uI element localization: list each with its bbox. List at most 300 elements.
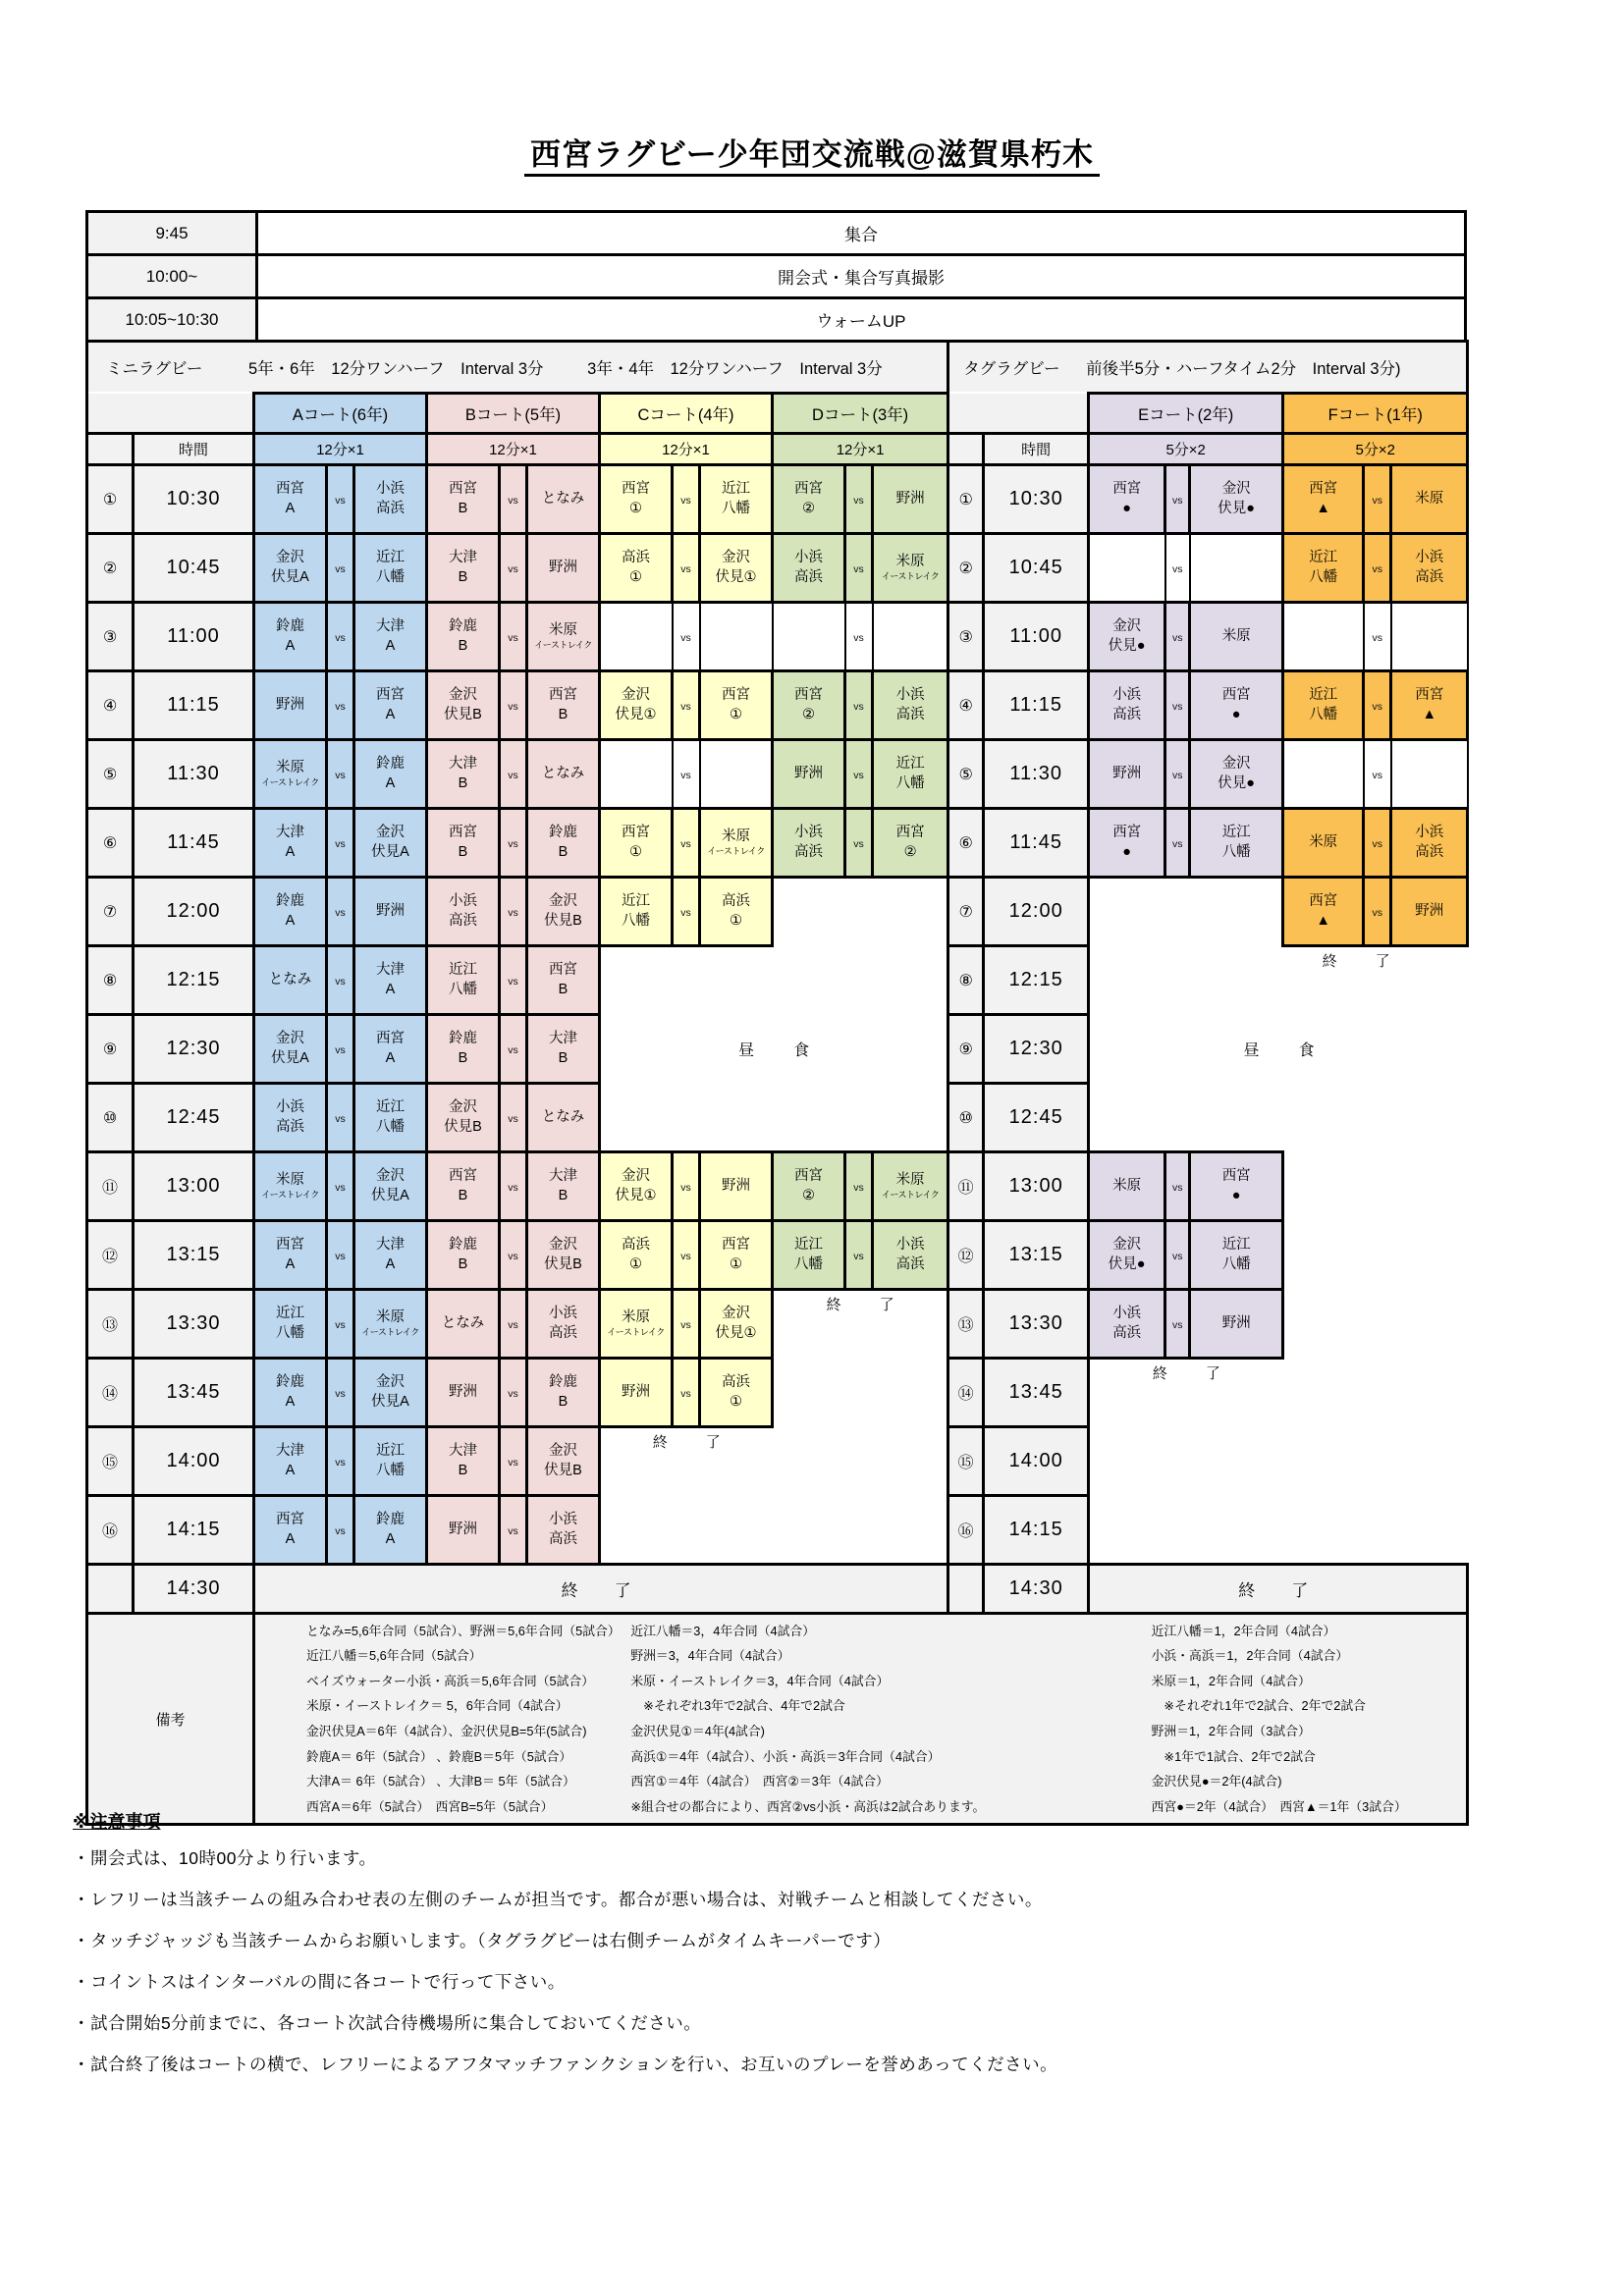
home-team-cell: [1089, 465, 1165, 534]
vs-cell: [1165, 740, 1190, 809]
home-team-cell: [427, 946, 500, 1015]
home-team-cell: [1283, 534, 1364, 603]
vs-cell: [845, 534, 873, 603]
team-name: 高浜 ①: [622, 550, 650, 585]
team-name: 西宮 B: [449, 1168, 477, 1203]
team-name: 米原 イーストレイク: [881, 554, 940, 582]
vs-label: vs: [335, 1524, 346, 1537]
home-team-cell: [254, 1496, 327, 1565]
note-item: ・タッチジャッジも当該チームからお願いします。（タグラグビーは右側チームがタイムキーパーです）: [73, 1931, 892, 1950]
court-f-header: Fコート(1年): [1283, 394, 1468, 434]
round-number: ③: [948, 603, 984, 671]
round-number: ⑦: [948, 878, 984, 946]
team-name: 高浜 ①: [622, 1237, 650, 1272]
home-team-cell: [600, 809, 673, 878]
round-number: ⑨: [948, 1015, 984, 1084]
vs-label: vs: [335, 700, 346, 713]
schedule-row: [87, 740, 1468, 809]
home-team-cell: [600, 671, 673, 740]
time-cell: 13:45: [984, 1359, 1089, 1427]
team-name: 鈴鹿 A: [376, 1512, 405, 1547]
vs-label: vs: [1171, 562, 1183, 575]
court-finished-cell: [600, 1427, 773, 1496]
blank-area: [1089, 1427, 1283, 1496]
away-team-cell: [527, 671, 600, 740]
remark-line: 米原＝1，2年合同（4試合）: [1151, 1673, 1311, 1688]
team-name: 近江 八幡: [1221, 1237, 1251, 1272]
schedule-row: [87, 1290, 1468, 1359]
vs-label: vs: [335, 1181, 346, 1194]
team-name: 西宮 B: [549, 687, 577, 722]
round-number: ⑫: [948, 1221, 984, 1290]
team-name: 近江 八幡: [1309, 687, 1338, 722]
team-name: 金沢 伏見①: [715, 550, 757, 585]
team-name: 近江 八幡: [1309, 550, 1338, 585]
away-team-cell: [1190, 1290, 1283, 1359]
home-team-cell: [1283, 671, 1364, 740]
time-col-header: 時間: [984, 434, 1089, 465]
away-team-cell: [354, 465, 427, 534]
round-number: ⑮: [948, 1427, 984, 1496]
vs-cell: [845, 603, 873, 671]
time-cell: 14:15: [984, 1496, 1089, 1565]
vs-label: vs: [853, 631, 864, 644]
vs-cell: [327, 1015, 354, 1084]
team-name: 近江 八幡: [276, 1306, 304, 1341]
tag-rugby-section-header: [948, 342, 1468, 394]
team-name: 近江 八幡: [376, 1099, 405, 1135]
away-team-cell: [873, 1152, 948, 1221]
round-number: ⑬: [948, 1290, 984, 1359]
home-team-cell: [427, 465, 500, 534]
away-team-cell: [1391, 465, 1468, 534]
round-number: ⑪: [87, 1152, 134, 1221]
team-name: 野洲: [1112, 765, 1142, 781]
team-name: 野洲: [622, 1383, 650, 1400]
team-name: 野洲: [1415, 902, 1444, 919]
team-name: 金沢 伏見B: [444, 1099, 482, 1135]
vs-cell: [500, 534, 527, 603]
round-cell-empty: [948, 1565, 984, 1614]
away-team-cell: [1190, 809, 1283, 878]
home-team-cell: [254, 671, 327, 740]
time-cell: 14:00: [984, 1427, 1089, 1496]
home-team-cell: [254, 1084, 327, 1152]
round-number: ⑭: [87, 1359, 134, 1427]
team-name: 近江 八幡: [1221, 825, 1251, 860]
team-name: 西宮 A: [276, 1237, 304, 1272]
team-name: 鈴鹿 A: [376, 756, 405, 791]
vs-cell: [845, 671, 873, 740]
away-team-cell: [527, 1359, 600, 1427]
schedule-row: [87, 603, 1468, 671]
schedule-row: [87, 1152, 1468, 1221]
court-b-duration: 12分×1: [427, 434, 600, 465]
away-team-cell: [1190, 671, 1283, 740]
time-cell: 10:45: [984, 534, 1089, 603]
home-team-cell: [1283, 465, 1364, 534]
team-name: 金沢 伏見B: [544, 893, 582, 929]
away-team-cell: [527, 946, 600, 1015]
blank-area: [1089, 1496, 1283, 1565]
round-number: ⑯: [948, 1496, 984, 1565]
away-team-cell: [354, 1359, 427, 1427]
vs-cell: [500, 1221, 527, 1290]
vs-label: vs: [508, 1181, 518, 1194]
schedule-row: [87, 1496, 1468, 1565]
away-team-cell: [873, 534, 948, 603]
vs-cell: [673, 740, 700, 809]
vs-label: vs: [1171, 1181, 1183, 1194]
team-name: 金沢 伏見B: [544, 1237, 582, 1272]
vs-cell: [327, 603, 354, 671]
away-team-cell: [527, 534, 600, 603]
away-team-cell: [700, 465, 773, 534]
vs-label: vs: [680, 631, 691, 644]
note-item: ・試合終了後はコートの横で、レフリーによるアフタマッチファンクションを行い、お互いのプレーを誉めあってください。: [73, 2055, 1058, 2074]
vs-cell: [327, 946, 354, 1015]
vs-cell: [327, 1359, 354, 1427]
finished-label: 終 了: [652, 1434, 732, 1451]
time-col-header: 時間: [134, 434, 254, 465]
away-team-cell: [1391, 671, 1468, 740]
vs-label: vs: [680, 906, 691, 919]
home-team-cell: [427, 1152, 500, 1221]
schedule-row: [87, 946, 1468, 1015]
header-pad: [948, 394, 1089, 434]
home-team-cell: [427, 1290, 500, 1359]
away-team-cell: [700, 1359, 773, 1427]
time-cell: 12:00: [134, 878, 254, 946]
home-team-cell: [254, 740, 327, 809]
team-name: 米原: [1112, 1177, 1142, 1194]
team-name: 大津 A: [276, 825, 304, 860]
blank-area: [773, 1359, 948, 1427]
vs-cell: [500, 1496, 527, 1565]
vs-label: vs: [508, 1250, 518, 1262]
home-team-cell: [773, 671, 845, 740]
away-team-cell: [873, 740, 948, 809]
vs-cell: [1165, 1221, 1190, 1290]
away-team-cell: [527, 1427, 600, 1496]
remark-line: ※それぞれ3年で2試合、4年で2試合: [630, 1698, 845, 1714]
vs-cell: [673, 1290, 700, 1359]
home-team-cell: [427, 1221, 500, 1290]
vs-cell: [327, 1496, 354, 1565]
vs-label: vs: [1171, 700, 1183, 713]
schedule-row: [87, 878, 1468, 946]
team-name: 大津 B: [449, 756, 477, 791]
mini-rugby-label: ミニラグビー: [106, 360, 203, 378]
remarks-row: [87, 1614, 1468, 1825]
away-team-cell: [354, 671, 427, 740]
team-name: 米原 イーストレイク: [361, 1309, 419, 1338]
blank-area: [773, 878, 948, 946]
court-e-duration: 5分×2: [1089, 434, 1283, 465]
team-name: 小浜 高浜: [794, 825, 823, 860]
round-number: ⑦: [87, 878, 134, 946]
time-cell: 11:15: [134, 671, 254, 740]
away-team-cell: [1391, 534, 1468, 603]
vs-cell: [327, 671, 354, 740]
court-e-header: Eコート(2年): [1089, 394, 1283, 434]
home-team-cell: [1089, 809, 1165, 878]
vs-label: vs: [508, 975, 518, 988]
team-name: 西宮 ①: [722, 687, 750, 722]
round-number: ⑩: [948, 1084, 984, 1152]
blank-area: [1283, 1152, 1468, 1221]
away-team-cell: [354, 1084, 427, 1152]
away-team-cell: [1190, 465, 1283, 534]
away-team-cell: [527, 1290, 600, 1359]
time-cell: 11:45: [134, 809, 254, 878]
remark-line: 西宮A＝6年（5試合） 西宮B=5年（5試合）: [306, 1798, 554, 1814]
team-name: 西宮 ●: [1112, 825, 1142, 860]
final-time: 14:30: [984, 1565, 1089, 1614]
time-cell: 10:30: [134, 465, 254, 534]
vs-cell: [327, 465, 354, 534]
schedule-row: [87, 534, 1468, 603]
team-name: 米原: [1309, 833, 1338, 850]
round-number: ⑪: [948, 1152, 984, 1221]
team-name: 小浜 高浜: [1112, 687, 1142, 722]
vs-label: vs: [335, 837, 346, 850]
remark-line: 高浜①＝4年（4試合）、小浜・高浜＝3年合同（4試合）: [630, 1748, 941, 1764]
round-number: ⑯: [87, 1496, 134, 1565]
vs-cell: [500, 603, 527, 671]
home-team-cell: [254, 1290, 327, 1359]
mini-rugby-spec-34: 3年・4年 12分ワンハーフ Interval 3分: [587, 360, 883, 378]
vs-label: vs: [1171, 494, 1183, 507]
home-team-cell: [1089, 1290, 1165, 1359]
vs-label: vs: [680, 700, 691, 713]
blank-area: [1089, 878, 1283, 946]
vs-label: vs: [335, 906, 346, 919]
page-title: 西宮ラグビー少年団交流戦@滋賀県朽木: [0, 130, 1624, 174]
away-team-cell: [354, 809, 427, 878]
final-label-mini: 終 了: [254, 1565, 948, 1614]
team-name: 鈴鹿 B: [449, 618, 477, 654]
remark-line: 野洲＝1，2年合同（3試合）: [1151, 1724, 1311, 1738]
remarks-tag: [1152, 1619, 1467, 1820]
remark-line: 小浜・高浜＝1，2年合同（4試合）: [1151, 1648, 1349, 1664]
away-team-cell: [527, 603, 600, 671]
away-team-cell: [700, 809, 773, 878]
vs-label: vs: [508, 837, 518, 850]
home-team-cell: [600, 1290, 673, 1359]
lunch-area: [1089, 946, 1468, 1152]
pre-time: 10:05~10:30: [87, 298, 257, 342]
vs-cell: [327, 1152, 354, 1221]
team-name: となみ: [541, 765, 585, 781]
team-name: 西宮 B: [549, 962, 577, 997]
vs-label: vs: [335, 975, 346, 988]
blank-area: [773, 1496, 948, 1565]
away-team-cell: [527, 1084, 600, 1152]
team-name: 西宮 ②: [794, 1168, 823, 1203]
blank-area: [773, 1427, 948, 1496]
lunch-label: 昼 食: [738, 1042, 822, 1059]
duration-header-row: [87, 434, 1468, 465]
team-name: 西宮 B: [449, 825, 477, 860]
vs-label: vs: [1171, 769, 1183, 781]
vs-cell: [1165, 809, 1190, 878]
team-name: 野洲: [722, 1177, 750, 1194]
vs-label: vs: [1372, 494, 1382, 507]
team-name: 鈴鹿 B: [549, 1374, 577, 1410]
team-name: 金沢 伏見●: [1108, 618, 1146, 654]
remark-line: ※1年で1試合、2年で2試合: [1151, 1748, 1316, 1764]
away-team-cell: [354, 603, 427, 671]
away-team-cell: [354, 1496, 427, 1565]
remark-line: 米原・イーストレイク＝ 5，6年合同（4試合）: [306, 1698, 568, 1714]
vs-cell: [327, 1221, 354, 1290]
away-team-cell: [354, 946, 427, 1015]
remark-line: 近江八幡＝1，2年合同（4試合）: [1151, 1623, 1336, 1638]
away-team-cell: [700, 1290, 773, 1359]
team-name: 西宮 A: [376, 1031, 405, 1066]
vs-label: vs: [335, 769, 346, 781]
home-team-cell: [773, 1152, 845, 1221]
team-name: となみ: [541, 1108, 585, 1125]
away-team-cell: [354, 1152, 427, 1221]
remarks-content: [254, 1614, 1468, 1825]
court-d-duration: 12分×1: [773, 434, 948, 465]
time-cell: 13:00: [134, 1152, 254, 1221]
vs-cell: [1165, 1290, 1190, 1359]
mini-rugby-spec-56: 5年・6年 12分ワンハーフ Interval 3分: [247, 360, 544, 378]
time-cell: 13:00: [984, 1152, 1089, 1221]
final-row: [87, 1565, 1468, 1614]
away-team-cell: [527, 740, 600, 809]
note-item: ・コイントスはインターバルの間に各コートで行って下さい。: [73, 1972, 566, 1992]
vs-cell: [500, 1290, 527, 1359]
vs-cell: [1364, 465, 1391, 534]
home-team-cell: [254, 1152, 327, 1221]
team-name: 米原 イーストレイク: [261, 760, 319, 788]
time-cell: 12:00: [984, 878, 1089, 946]
vs-cell: [500, 1427, 527, 1496]
vs-cell: [673, 534, 700, 603]
vs-label: vs: [335, 494, 346, 507]
vs-label: vs: [508, 1456, 518, 1468]
vs-label: vs: [680, 1318, 691, 1331]
team-name: 西宮 ①: [622, 481, 650, 516]
finished-label: 終 了: [1152, 1365, 1232, 1382]
away-team-cell: [354, 878, 427, 946]
round-number: ⑧: [87, 946, 134, 1015]
finished-label: 終 了: [826, 1297, 906, 1313]
vs-cell: [500, 1359, 527, 1427]
empty-slot-cell: [1391, 740, 1468, 809]
remark-line: ベイズウォーター小浜・高浜＝5,6年合同（5試合）: [306, 1673, 595, 1688]
home-team-cell: [1089, 671, 1165, 740]
vs-label: vs: [1372, 631, 1382, 644]
team-name: となみ: [268, 971, 312, 988]
vs-cell: [500, 1015, 527, 1084]
round-number: ①: [948, 465, 984, 534]
team-name: 西宮 B: [449, 481, 477, 516]
vs-label: vs: [853, 700, 864, 713]
team-name: 米原 イーストレイク: [607, 1309, 665, 1338]
section-header-row: [87, 342, 1468, 394]
remark-line: ※組合せの都合により、西宮②vs小浜・高浜は2試合あります。: [630, 1798, 986, 1814]
vs-label: vs: [853, 1181, 864, 1194]
away-team-cell: [1391, 809, 1468, 878]
home-team-cell: [254, 1427, 327, 1496]
empty-slot-cell: [873, 603, 948, 671]
away-team-cell: [1391, 878, 1468, 946]
team-name: 大津 A: [276, 1443, 304, 1478]
team-name: 西宮 ②: [794, 687, 823, 722]
empty-slot-cell: [1190, 534, 1283, 603]
remark-line: 近江八幡＝5,6年合同（5試合）: [306, 1648, 482, 1664]
time-cell: 12:45: [134, 1084, 254, 1152]
away-team-cell: [1190, 603, 1283, 671]
away-team-cell: [527, 465, 600, 534]
vs-label: vs: [508, 1043, 518, 1056]
time-cell: 11:00: [984, 603, 1089, 671]
vs-cell: [327, 878, 354, 946]
team-name: 米原 イーストレイク: [261, 1172, 319, 1201]
remark-line: 金沢伏見●＝2年(4試合): [1151, 1774, 1282, 1789]
time-cell: 13:15: [134, 1221, 254, 1290]
round-number: ⑤: [948, 740, 984, 809]
team-name: 高浜 ①: [722, 1374, 750, 1410]
vs-label: vs: [1171, 837, 1183, 850]
vs-label: vs: [508, 631, 518, 644]
team-name: 金沢 伏見●: [1108, 1237, 1146, 1272]
home-team-cell: [773, 740, 845, 809]
away-team-cell: [527, 1152, 600, 1221]
team-name: 金沢 伏見●: [1218, 756, 1256, 791]
home-team-cell: [773, 809, 845, 878]
home-team-cell: [1089, 1152, 1165, 1221]
team-name: 大津 B: [549, 1031, 577, 1066]
away-team-cell: [527, 1221, 600, 1290]
vs-cell: [845, 809, 873, 878]
team-name: 小浜 高浜: [1415, 825, 1444, 860]
team-name: 野洲: [1221, 1314, 1251, 1331]
vs-cell: [673, 603, 700, 671]
schedule-row: [87, 1427, 1468, 1496]
round-cell-empty: [87, 1565, 134, 1614]
away-team-cell: [527, 809, 600, 878]
vs-label: vs: [1372, 769, 1382, 781]
team-name: 近江 八幡: [722, 481, 750, 516]
pre-schedule-table: [85, 210, 1467, 343]
time-cell: 11:15: [984, 671, 1089, 740]
court-a-header: Aコート(6年): [254, 394, 427, 434]
home-team-cell: [773, 534, 845, 603]
home-team-cell: [427, 1496, 500, 1565]
vs-label: vs: [508, 494, 518, 507]
empty-slot-cell: [773, 603, 845, 671]
lunch-area: [600, 946, 948, 1152]
vs-label: vs: [335, 1318, 346, 1331]
time-cell: 13:15: [984, 1221, 1089, 1290]
team-name: 米原: [1415, 490, 1444, 507]
vs-cell: [673, 1221, 700, 1290]
team-name: 小浜 高浜: [549, 1512, 577, 1547]
finished-label: 終 了: [1322, 953, 1402, 970]
court-finished-cell: [773, 1290, 948, 1359]
home-team-cell: [254, 465, 327, 534]
vs-cell: [1165, 534, 1190, 603]
round-number: ⑮: [87, 1427, 134, 1496]
team-name: 金沢 伏見A: [371, 825, 409, 860]
tag-rugby-spec: 前後半5分・ハーフタイム2分 Interval 3分): [1086, 360, 1401, 378]
